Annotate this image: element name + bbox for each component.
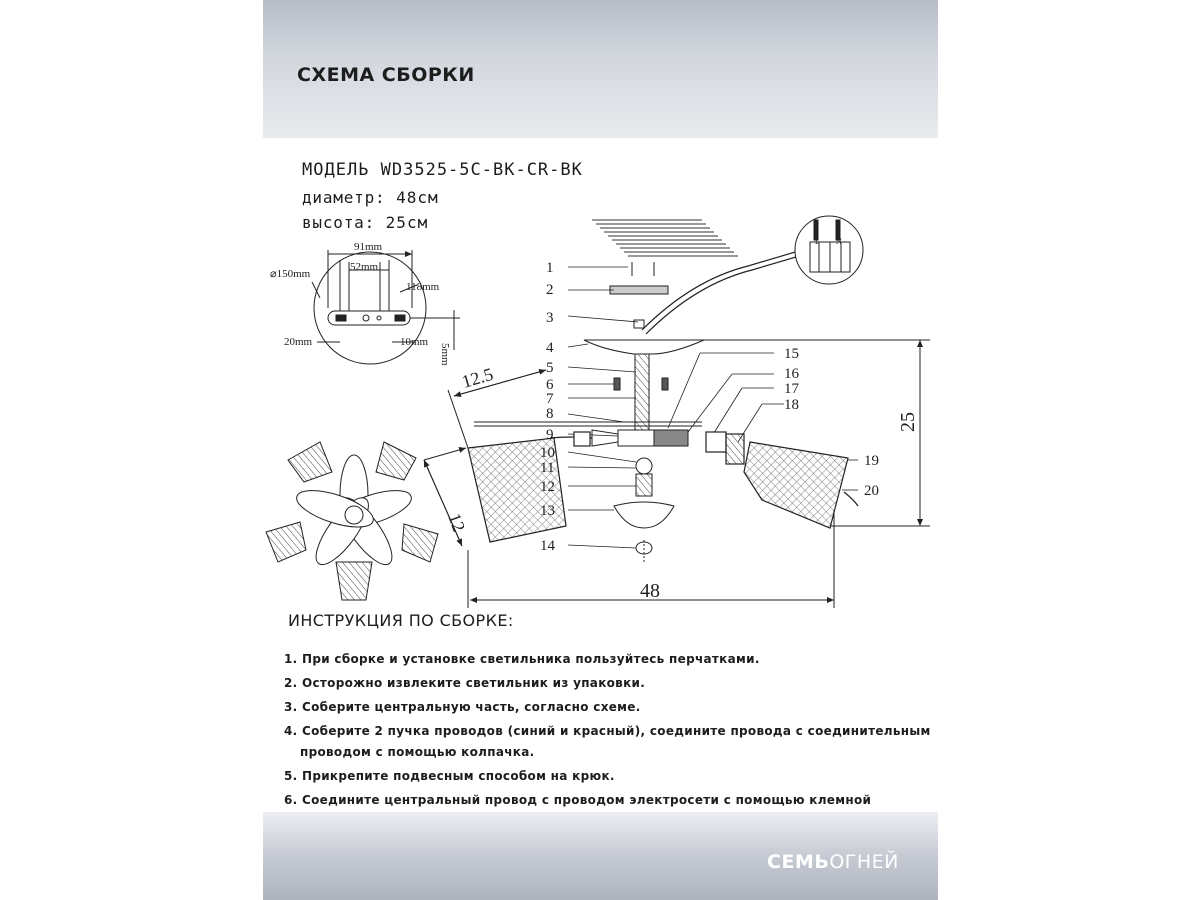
dim-shade-length: 12.5: [459, 363, 496, 392]
part-number-10: 10: [540, 445, 555, 461]
dim-width-48: 48: [640, 580, 660, 602]
dim-20mm: 20mm: [284, 336, 313, 348]
part-number-18: 18: [784, 397, 799, 413]
part-number-8: 8: [546, 406, 554, 422]
part-number-17: 17: [784, 381, 799, 397]
dim-150mm: ⌀150mm: [270, 268, 311, 280]
part-number-20: 20: [864, 483, 879, 499]
dim-height-25: 25: [897, 412, 919, 432]
dim-91mm: 91mm: [354, 241, 383, 253]
dim-shade-width: 12: [444, 510, 470, 535]
diameter-value: 48см: [396, 188, 439, 207]
model-spec: МОДЕЛЬ WD3525-5C-BK-CR-BK: [302, 160, 583, 180]
bracket-detail: [312, 250, 460, 364]
top-view: [266, 442, 438, 600]
bracket-dimensions: [270, 241, 451, 366]
diameter-spec: [302, 188, 439, 207]
instruction-step-4-continuation: проводом с помощью колпачка.: [300, 745, 535, 759]
part-number-7: 7: [546, 391, 554, 407]
instruction-step: 6. Соедините центральный провод с проводом электросети с помощью клемной: [284, 793, 872, 807]
part-number-19: 19: [864, 453, 879, 469]
brand-bold: СЕМЬ: [767, 851, 830, 873]
page-title: СХЕМА СБОРКИ: [297, 64, 475, 86]
terminal-block-detail: [795, 216, 863, 284]
ceiling-hatch: [592, 220, 738, 256]
dim-118mm: 118mm: [406, 281, 440, 293]
right-shade: [706, 432, 858, 528]
instruction-step: 2. Осторожно извлеките светильник из упаковки.: [284, 676, 646, 690]
instructions-list: [284, 652, 934, 832]
instruction-step: 1. При сборке и установке светильника пользуйтесь перчатками.: [284, 652, 760, 666]
instruction-step-4-text: 4. Соберите 2 пучка проводов (синий и красный), соедините провода с соединительным: [284, 724, 931, 738]
instruction-step: 5. Прикрепите подвесным способом на крюк.: [284, 769, 615, 783]
part-number-3: 3: [546, 310, 554, 326]
part-number-11: 11: [540, 460, 555, 476]
left-shade: [468, 432, 592, 542]
part-number-2: 2: [546, 282, 554, 298]
part-number-9: 9: [546, 427, 554, 443]
instruction-step: 3. Соберите центральную часть, согласно схеме.: [284, 700, 641, 714]
height-label: высота:: [302, 213, 376, 232]
part-number-4: 4: [546, 340, 554, 356]
part-number-14: 14: [540, 538, 555, 554]
wire-label-n: N: [836, 237, 842, 246]
part-number-16: 16: [784, 366, 799, 382]
part-number-5: 5: [546, 360, 554, 376]
part-number-15: 15: [784, 346, 799, 362]
part-number-6: 6: [546, 377, 554, 393]
diameter-label: диаметр:: [302, 188, 386, 207]
dim-10mm: 10mm: [400, 336, 429, 348]
part-number-12: 12: [540, 479, 555, 495]
height-value: 25см: [385, 213, 429, 232]
instructions-title: ИНСТРУКЦИЯ ПО СБОРКЕ:: [288, 611, 514, 630]
assembly-diagram: [262, 210, 942, 610]
dim-5mm: 5mm: [439, 343, 451, 366]
instruction-step-4: [284, 724, 934, 760]
part-number-1: 1: [546, 260, 554, 276]
brand-light: ОГНЕЙ: [829, 851, 899, 873]
brand-logo: [767, 851, 899, 873]
dim-52mm: 52mm: [350, 261, 379, 273]
wire-label-l: L: [815, 237, 820, 246]
part-number-13: 13: [540, 503, 555, 519]
